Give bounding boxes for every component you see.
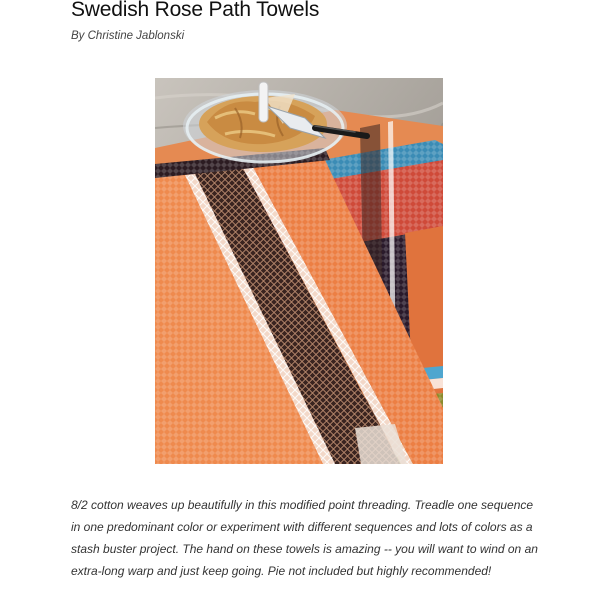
author-byline: By Christine Jablonski	[71, 30, 185, 42]
page-title: Swedish Rose Path Towels	[71, 0, 320, 21]
article-description: 8/2 cotton weaves up beautifully in this modified point threading. Treadle one sequence in one predominant color or experiment with different sequences and lots of colors as a stash buster project. The hand on these towels is amazing -- you will want to wind on an extra-long warp and just keep going. Pie not included but highly recommended!	[71, 498, 538, 578]
towels-photo	[155, 78, 443, 464]
